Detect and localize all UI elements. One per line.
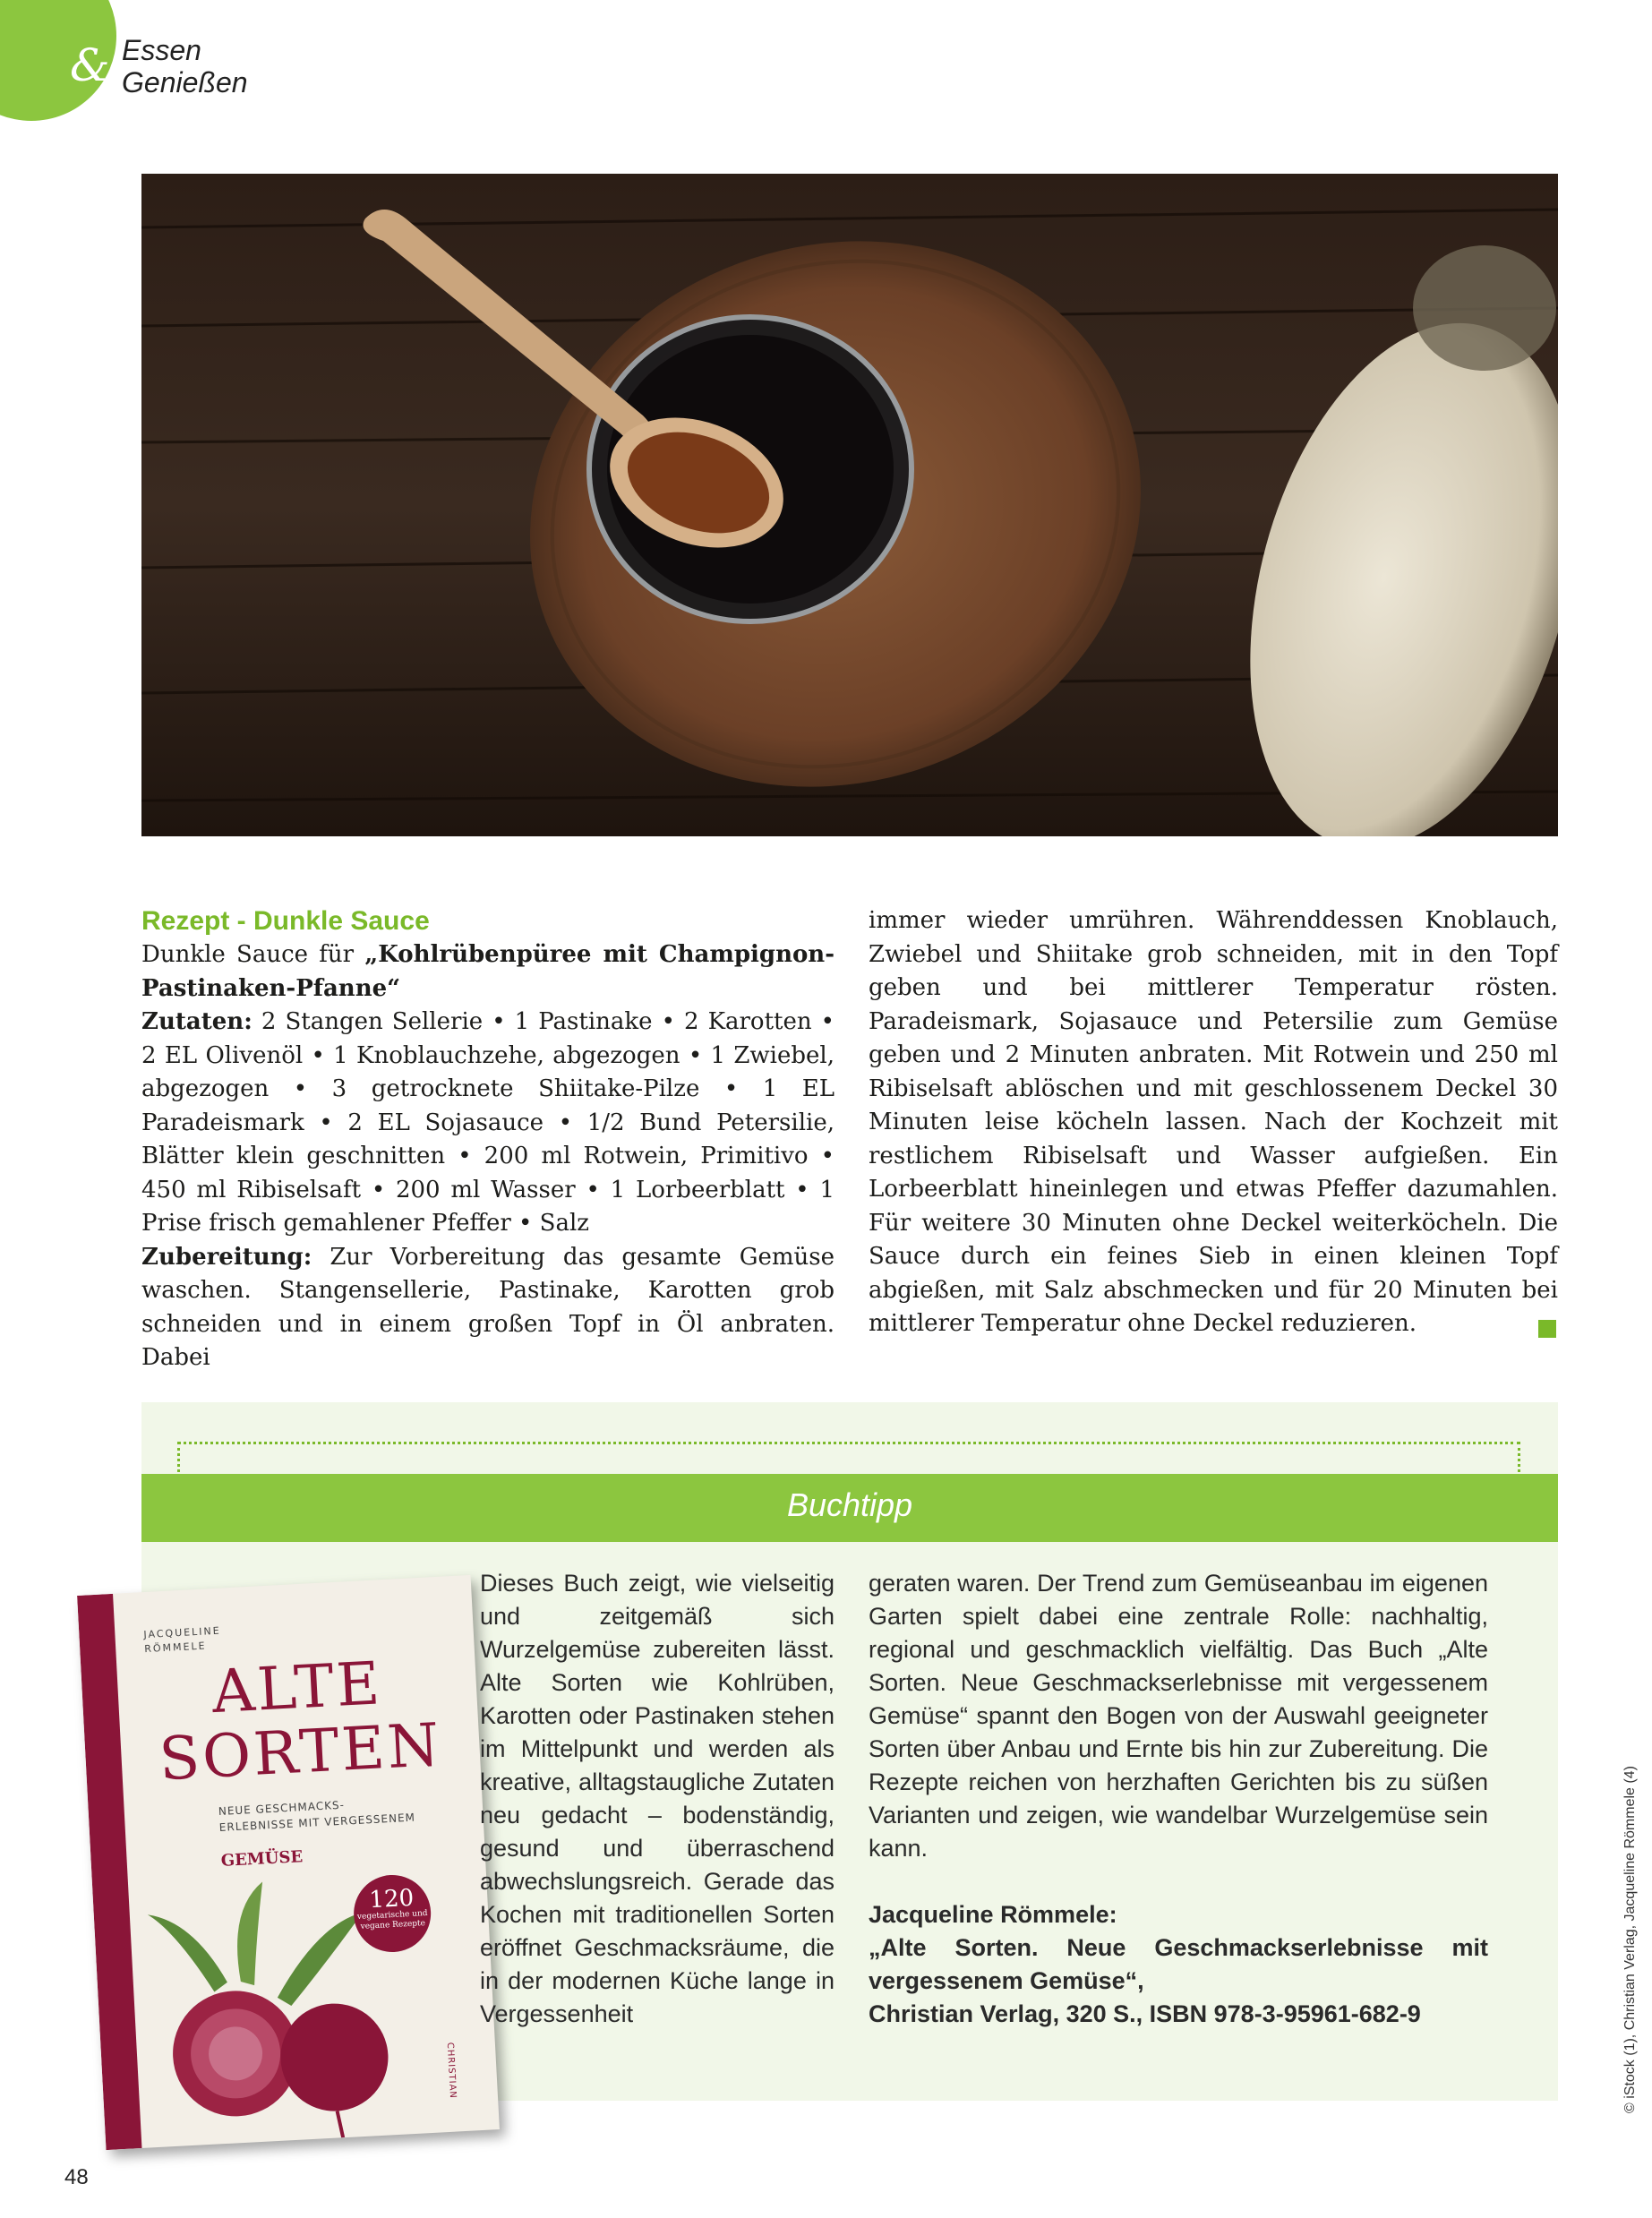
book-tip-column-right xyxy=(869,1567,1488,2031)
recipe-title: Rezept - Dunkle Sauce xyxy=(141,906,430,936)
recipe-ingredients xyxy=(141,1006,835,1241)
book-credit-title: „Alte Sorten. Neue Geschmackserlebnisse mit vergessenem Gemüse“, xyxy=(869,1934,1488,1994)
dotted-border xyxy=(177,1442,1520,1444)
section-label-essen: Essen xyxy=(122,34,201,66)
recipe-intro xyxy=(141,938,835,1006)
recipe-dish-name: „Kohlrübenpüree mit Champignon-Pastinaken-Pfanne“ xyxy=(141,941,835,1002)
ingredients-text: 2 Stangen Sellerie • 1 Pastinake • 2 Karotten • 2 EL Olivenöl • 1 Knoblauchzehe, abgezogen • 1 Zwiebel, abgezogen • 3 getrocknete Shiitake-Pilze • 1 EL Paradeismark • 2 EL Sojasauce • 1/2 Bund Petersilie, Blätter klein geschnitten • 200 ml Rotwein, Primitivo • 450 ml Ribiselsaft • 200 ml Wasser • 1 Lorbeerblatt • 1 Prise frisch gemahlener Pfeffer • Salz xyxy=(141,1008,835,1237)
image-credits: © iStock (1), Christian Verlag, Jacqueline Römmele (4) xyxy=(1622,1766,1638,2113)
recipe-column-right xyxy=(869,904,1558,1341)
book-tip-column-mid xyxy=(480,1567,835,2031)
recipe-intro-prefix: Dunkle Sauce für xyxy=(141,941,365,968)
preparation-label: Zubereitung: xyxy=(141,1243,312,1271)
book-subtitle-bold: GEMÜSE xyxy=(220,1847,304,1871)
page-number: 48 xyxy=(64,2165,89,2189)
book-subtitle: NEUE GESCHMACKS-ERLEBNISSE MIT VERGESSENEM xyxy=(218,1798,416,1834)
book-title-line1: ALTE xyxy=(210,1649,384,1727)
book-tip-label: Buchtipp xyxy=(786,1486,913,1523)
book-tip-text-mid: Dieses Buch zeigt, wie vielseitig und zeitgemäß sich Wurzelgemüse zubereiten lässt. Alte Sorten wie Kohlrüben, Karotten oder Pastinaken stehen im Mittelpunkt und werden als kreative, alltagstaugliche Zutaten neu gedacht – bodenständig, gesund und überraschend abwechslungsreich. Gerade das Kochen mit traditionellen Sorten eröffnet Geschmacksräume, die in der modernen Küche lange in Vergessenheit xyxy=(480,1570,835,2027)
recipe-preparation xyxy=(141,1241,835,1375)
preparation-text-right: immer wieder umrühren. Währenddessen Knoblauch, Zwiebel und Shiitake grob schneiden, mit in den Topf geben und bei mittlerer Temperatur rösten. Paradeismark, Sojasauce und Petersilie zum Gemüse geben und 2 Minuten anbraten. Mit Rotwein und 250 ml Ribiselsaft ablöschen und mit geschlossenem Deckel 30 Minuten leise köcheln lassen. Nach der Kochzeit mit restlichem Ribiselsaft und Wasser aufgießen. Ein Lorbeerblatt hineinlegen und etwas Pfeffer dazumahlen. Für weitere 30 Minuten ohne Deckel weiterköcheln. Die Sauce durch ein feines Sieb in einen kleinen Topf abgießen, mit Salz abschmecken und für 20 Minuten bei mittlerer Temperatur ohne Deckel reduzieren. xyxy=(869,907,1558,1337)
book-credit-author: Jacqueline Römmele: xyxy=(869,1901,1117,1928)
sauce-photo-illustration xyxy=(141,174,1558,836)
section-label-geniessen: Genießen xyxy=(122,66,248,98)
ingredients-label: Zutaten: xyxy=(141,1008,253,1035)
end-of-article-icon xyxy=(1538,1320,1556,1338)
book-spine xyxy=(77,1594,141,2150)
book-recipe-count-text: vegetarische und vegane Rezepte xyxy=(356,1908,428,1931)
book-tip-header xyxy=(141,1474,1558,1542)
book-publisher: CHRISTIAN xyxy=(444,2042,458,2100)
book-recipe-count: 120 xyxy=(368,1884,415,1914)
book-tip-text-right: geraten waren. Der Trend zum Gemüseanbau im eigenen Garten spielt dabei eine zentrale Rolle: nachhaltig, regional und geschmacklich vielfältig. Das Buch „Alte Sorten. Neue Geschmackserlebnisse mit vergessenem Gemüse“ spannt den Bogen von der Auswahl geeigneter Sorten über Anbau und Ernte bis hin zur Zubereitung. Die Rezepte reichen von herzhaften Gerichten bis zu süßen Varianten und zeigen, wie wandelbar Wurzelgemüse sein kann. xyxy=(869,1570,1488,1862)
badge-ampersand: & xyxy=(70,39,110,91)
book-cover xyxy=(77,1575,500,2150)
sauce-photo xyxy=(141,174,1558,836)
book-title-line2: SORTEN xyxy=(157,1709,444,1794)
book-credit-publisher: Christian Verlag, 320 S., ISBN 978-3-95961-682-9 xyxy=(869,2000,1421,2027)
preparation-text-left: Zur Vorbereitung das gesamte Gemüse waschen. Stangensellerie, Pastinake, Karotten grob schneiden und in einem großen Topf in Öl anbraten. Dabei xyxy=(141,1243,835,1371)
book-title xyxy=(134,1648,463,1794)
book-author: JACQUELINE RÖMMELE xyxy=(143,1624,221,1656)
recipe-column-left xyxy=(141,904,835,1375)
